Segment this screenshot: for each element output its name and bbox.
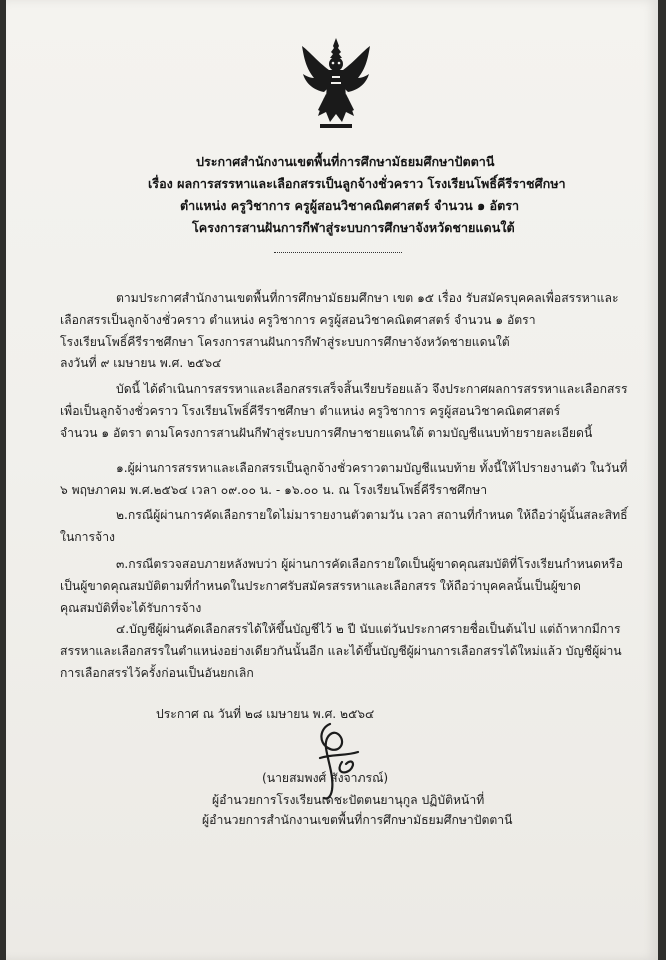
project-line: โครงการสานฝันการกีฬาสู่ระบบการศึกษาจังหวัดชายแดนใต้ xyxy=(192,220,515,235)
announcement-title: ประกาศสำนักงานเขตพื้นที่การศึกษามัธยมศึกษาปัตตานี xyxy=(196,154,495,169)
garuda-emblem-icon xyxy=(298,36,374,136)
item-2-line: ๒.กรณีผู้ผ่านการคัดเลือกรายใดไม่มารายงานตัวตามวัน เวลา สถานที่กำหนด ให้ถือว่าผู้นั้นสละสิทธิ์ xyxy=(116,508,628,522)
announcement-date: ประกาศ ณ วันที่ ๒๘ เมษายน พ.ศ. ๒๕๖๔ xyxy=(156,707,375,721)
item-2-line: ในการจ้าง xyxy=(60,530,115,544)
item-1-line: ๑.ผู้ผ่านการสรรหาและเลือกสรรเป็นลูกจ้างชั่วคราวตามบัญชีแนบท้าย ทั้งนี้ให้ไปรายงานตัว ในวันที่ xyxy=(116,461,628,475)
item-4-line: ๔.บัญชีผู้ผ่านคัดเลือกสรรได้ให้ขึ้นบัญชีไว้ ๒ ปี นับแต่วันประกาศรายชื่อเป็นต้นไป แต่ถ้าหากมีการ xyxy=(116,622,621,636)
item-1-line: ๖ พฤษภาคม พ.ศ.๒๕๖๔ เวลา ๐๙.๐๐ น. - ๑๖.๐๐ น. ณ โรงเรียนโพธิ์คีรีราชศึกษา xyxy=(60,483,488,497)
paragraph-1-line: เลือกสรรเป็นลูกจ้างชั่วคราว ตำแหน่ง ครูวิชาการ ครูผู้สอนวิชาคณิตศาสตร์ จำนวน ๑ อัตรา xyxy=(60,313,536,327)
signer-position: ผู้อำนวยการโรงเรียนเดชะปัตตนยานุกูล ปฏิบัติหน้าที่ xyxy=(212,793,485,807)
subject-line: เรื่อง ผลการสรรหาและเลือกสรรเป็นลูกจ้างชั่วคราว โรงเรียนโพธิ์คีรีราชศึกษา xyxy=(148,176,566,191)
signer-name: (นายสมพงศ์ สังจาภรณ์) xyxy=(262,771,389,785)
handwritten-signature xyxy=(302,718,370,802)
paragraph-1-line: ตามประกาศสำนักงานเขตพื้นที่การศึกษามัธยมศึกษา เขต ๑๕ เรื่อง รับสมัครบุคคลเพื่อสรรหาและ xyxy=(116,291,619,305)
item-4-line: สรรหาและเลือกสรรในตำแหน่งอย่างเดียวกันนั้นอีก และได้ขึ้นบัญชีผู้ผ่านการเลือกสรรได้ใหม่แล้ว บัญชีผู้ผ่าน xyxy=(60,644,622,658)
document-page xyxy=(6,0,658,960)
item-3-line: คุณสมบัติที่จะได้รับการจ้าง xyxy=(60,601,202,615)
paragraph-2-line: จำนวน ๑ อัตรา ตามโครงการสานฝันกีฬาสู่ระบบการศึกษาชายแดนใต้ ตามบัญชีแนบท้ายรายละเอียดนี้ xyxy=(60,426,593,440)
position-line: ตำแหน่ง ครูวิชาการ ครูผู้สอนวิชาคณิตศาสตร์ จำนวน ๑ อัตรา xyxy=(180,198,520,213)
item-4-line: การเลือกสรรไว้ครั้งก่อนเป็นอันยกเลิก xyxy=(60,666,254,680)
item-3-line: เป็นผู้ขาดคุณสมบัติตามที่กำหนดในประกาศรับสมัครสรรหาและเลือกสรร ให้ถือว่าบุคคลนั้นเป็นผู้ขาด xyxy=(60,579,581,593)
paragraph-2-line: เพื่อเป็นลูกจ้างชั่วคราว โรงเรียนโพธิ์คีรีราชศึกษา ตำแหน่ง ครูวิชาการ ครูผู้สอนวิชาคณิตศาสตร์ xyxy=(60,404,561,418)
item-3-line: ๓.กรณีตรวจสอบภายหลังพบว่า ผู้ผ่านการคัดเลือกรายใดเป็นผู้ขาดคุณสมบัติที่โรงเรียนกำหนดหรือ xyxy=(116,557,623,571)
paragraph-2-line: บัดนี้ ได้ดำเนินการสรรหาและเลือกสรรเสร็จสิ้นเรียบร้อยแล้ว จึงประกาศผลการสรรหาและเลือกสรร xyxy=(116,382,628,396)
signer-position: ผู้อำนวยการสำนักงานเขตพื้นที่การศึกษามัธยมศึกษาปัตตานี xyxy=(202,813,513,827)
dotted-separator xyxy=(274,252,402,253)
paragraph-1-line: โรงเรียนโพธิ์คีรีราชศึกษา โครงการสานฝันการกีฬาสู่ระบบการศึกษาจังหวัดชายแดนใต้ xyxy=(60,335,510,349)
paragraph-1-line: ลงวันที่ ๙ เมษายน พ.ศ. ๒๕๖๔ xyxy=(60,356,222,370)
